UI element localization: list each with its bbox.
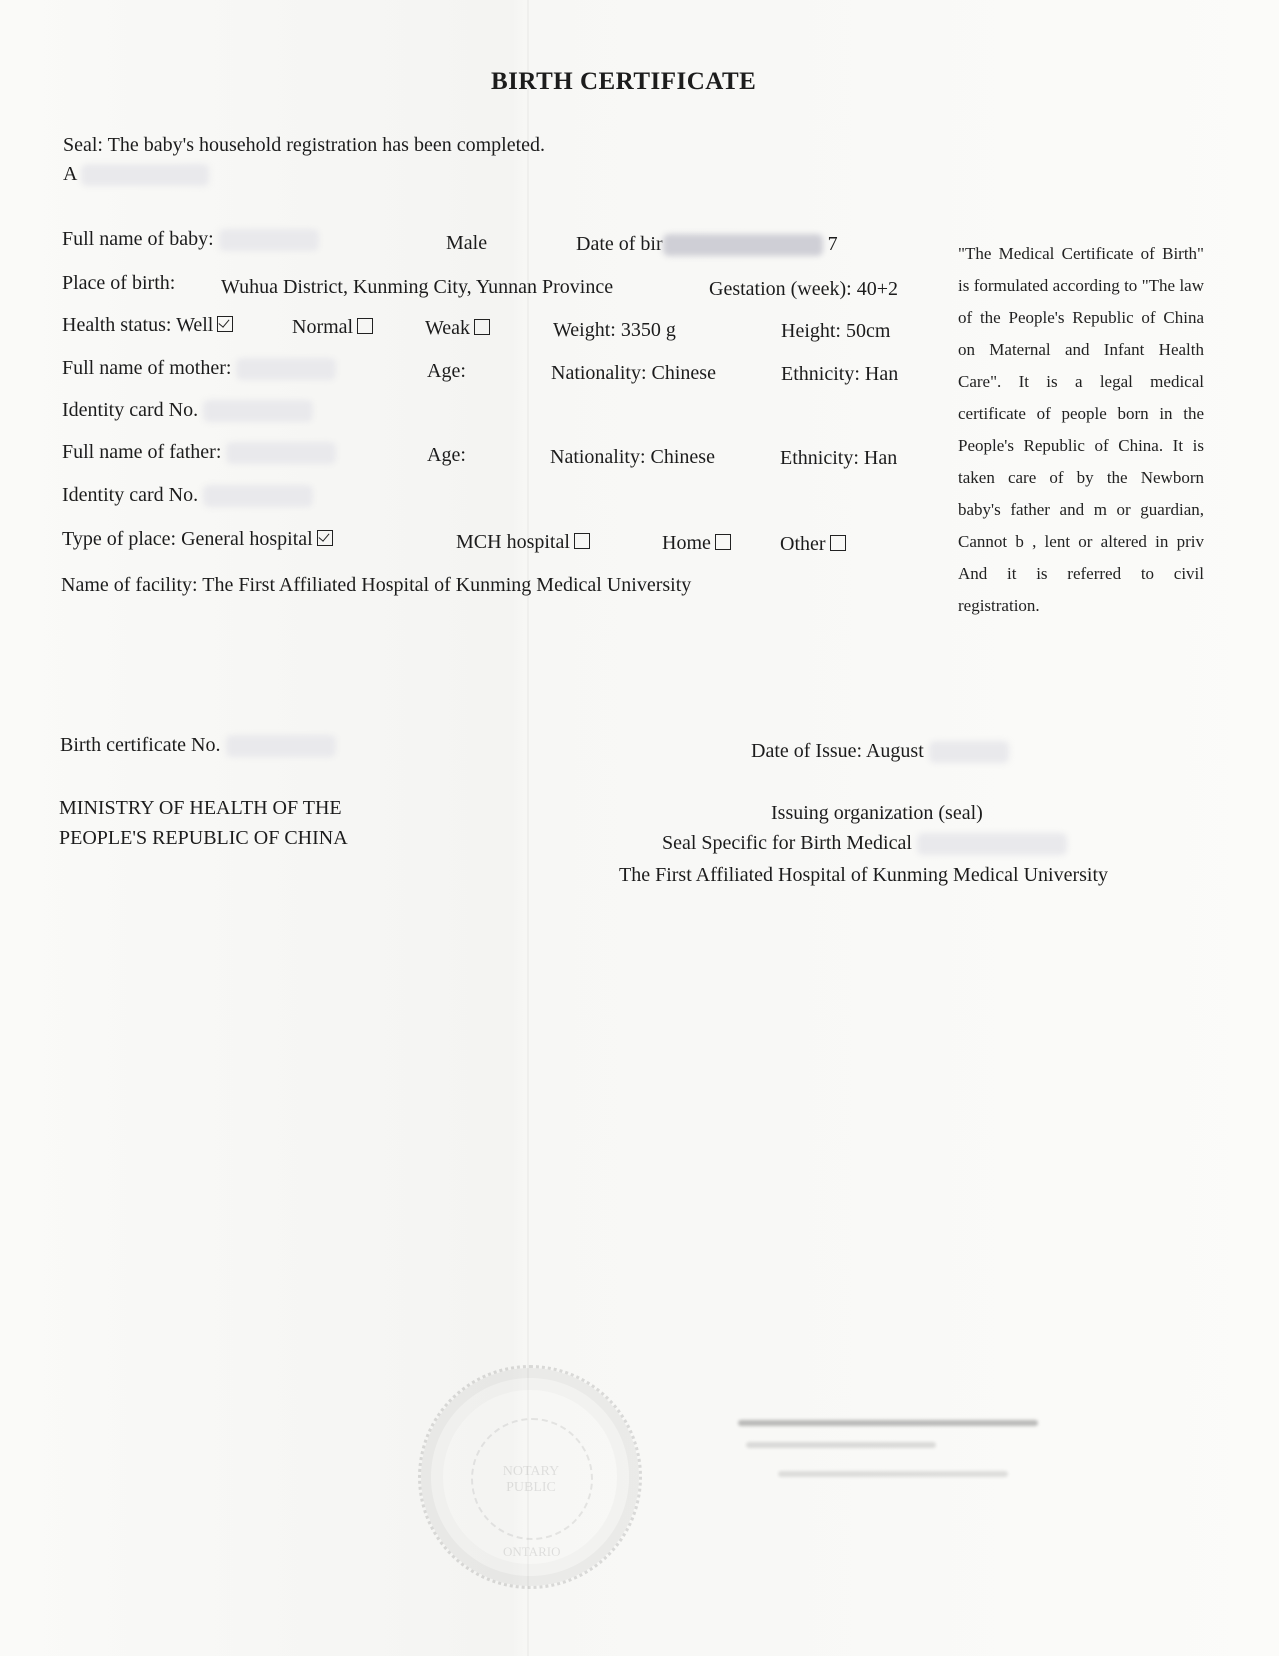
redacted-mother-name: [236, 358, 336, 380]
mother-nationality: Nationality: Chinese: [551, 362, 716, 384]
legal-side-note: "The Medical Certificate of Birth" is formulated according to "The law of the People's Republic of China on Maternal and Infant Health Care". It is a legal medical certificate of people born in the People's Republic of China. It is taken care of by the Newborn baby's father and m or guardian, Cannot b , lent or altered in priv And it is referred to civil registration.: [958, 244, 1204, 615]
redacted-issue-date: [929, 741, 1009, 763]
redacted-father-id: [203, 485, 313, 507]
place-type-home-label: Home: [662, 532, 711, 554]
mch-hospital-checkbox: [574, 533, 590, 549]
place-type-label: Type of place: General hospital: [62, 528, 313, 550]
general-hospital-checkbox: [317, 530, 333, 546]
notary-signature-line-1: [738, 1420, 1038, 1426]
health-weak-label: Weak: [425, 317, 471, 339]
seal-specific: [662, 832, 1067, 855]
health-weak-checkbox: [474, 319, 490, 335]
notary-seal: [418, 1365, 642, 1589]
redacted-date: [81, 164, 209, 186]
father-id-label: Identity card No.: [62, 484, 199, 506]
father-ethnicity: Ethnicity: Han: [780, 447, 898, 469]
place-type-home: [662, 532, 731, 555]
baby-name-label: [62, 228, 319, 251]
notary-signature-line-3: [778, 1471, 1008, 1477]
place-of-birth-value: Wuhua District, Kunming City, Yunnan Province: [221, 276, 614, 298]
mother-name: [62, 357, 336, 380]
health-well-checkbox: [217, 316, 233, 332]
date-of-issue-label: Date of Issue:: [751, 740, 863, 762]
baby-sex: Male: [446, 232, 488, 254]
health-normal-label: Normal: [292, 316, 354, 338]
baby-name-label-text: Full name of baby:: [62, 228, 214, 250]
notary-seal-center-text: NOTARY PUBLIC: [502, 1464, 560, 1495]
health-normal: [292, 316, 373, 339]
seal-specific-label: Seal Specific for Birth Medical: [662, 832, 912, 854]
notary-signature-line-2: [746, 1442, 936, 1448]
notary-seal-bottom-text: ONTARIO: [503, 1544, 561, 1559]
baby-dob-tail: 7: [827, 233, 838, 255]
father-id: [62, 484, 313, 507]
health-status: [62, 314, 233, 337]
seal-note-line2-text: A: [63, 163, 77, 185]
baby-dob-label: Date of bir: [576, 233, 663, 255]
baby-dob: [576, 233, 838, 256]
place-type: [62, 528, 333, 551]
mother-id: [62, 399, 313, 422]
redacted-dob: [663, 234, 823, 256]
seal-note-line2: [63, 163, 209, 186]
cert-number-label: Birth certificate No.: [60, 734, 221, 756]
home-checkbox: [715, 534, 731, 550]
document-title: BIRTH CERTIFICATE: [491, 68, 757, 95]
issuing-org: Issuing organization (seal): [771, 802, 983, 824]
facility-name: Name of facility: The First Affiliated Hospital of Kunming Medical University: [61, 574, 692, 596]
mother-ethnicity: Ethnicity: Han: [781, 363, 899, 385]
place-type-mch: [456, 531, 590, 554]
issuing-hospital: The First Affiliated Hospital of Kunming Medical University: [619, 864, 1109, 886]
place-of-birth-label: Place of birth:: [62, 272, 176, 294]
baby-height: Height: 50cm: [781, 320, 891, 342]
redacted-cert-number: [226, 735, 336, 757]
cert-number: [60, 734, 336, 757]
other-checkbox: [830, 535, 846, 551]
ministry-line-1: MINISTRY OF HEALTH OF THE: [59, 797, 342, 819]
redacted-mother-id: [203, 400, 313, 422]
redacted-baby-name: [219, 229, 319, 251]
health-normal-checkbox: [357, 318, 373, 334]
health-weak: [425, 317, 490, 340]
health-status-label: Health status: Well: [62, 314, 214, 336]
father-name-label: Full name of father:: [62, 441, 222, 463]
place-type-other-label: Other: [780, 533, 826, 555]
gestation: Gestation (week): 40+2: [709, 278, 899, 300]
date-of-issue: [751, 740, 1009, 763]
seal-note: Seal: The baby's household registration has been completed.: [63, 134, 546, 156]
mother-id-label: Identity card No.: [62, 399, 199, 421]
baby-weight: Weight: 3350 g: [553, 319, 676, 341]
place-type-mch-label: MCH hospital: [456, 531, 570, 553]
place-type-other: [780, 533, 846, 556]
mother-name-label: Full name of mother:: [62, 357, 232, 379]
redacted-seal-text: [917, 833, 1067, 855]
date-of-issue-value: August: [865, 740, 924, 762]
ministry-line-2: PEOPLE'S REPUBLIC OF CHINA: [59, 827, 348, 849]
father-nationality: Nationality: Chinese: [550, 446, 715, 468]
mother-age: Age:: [427, 360, 466, 382]
redacted-father-name: [226, 442, 336, 464]
father-name: [62, 441, 336, 464]
father-age: Age:: [427, 444, 466, 466]
